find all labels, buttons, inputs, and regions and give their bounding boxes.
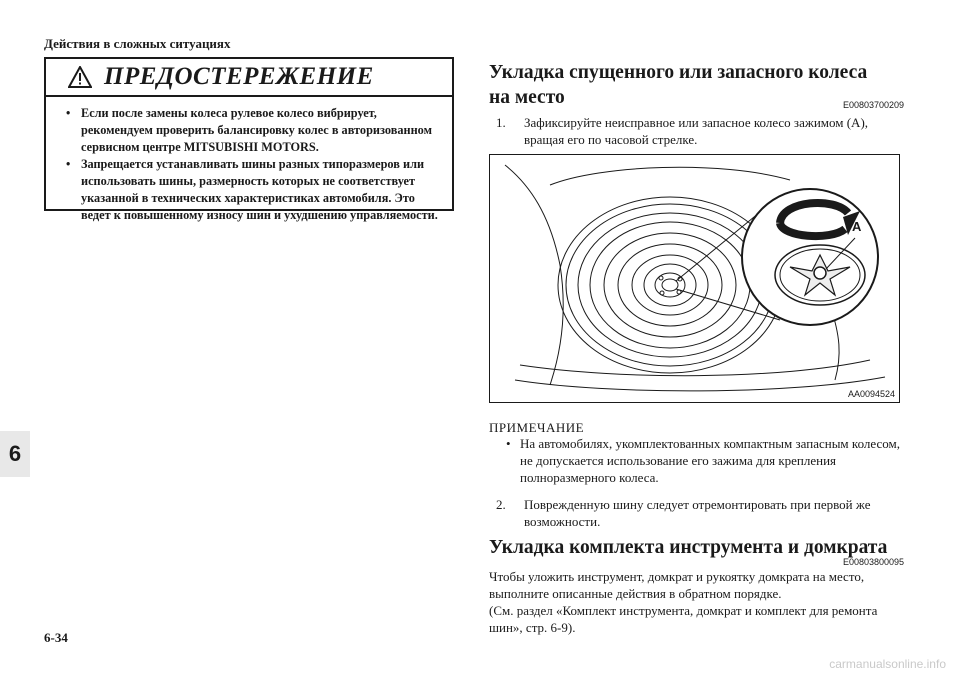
section2-para2: (См. раздел «Комплект инструмента, домкрат и комплект для ремонта шин», стр. 6-9). xyxy=(489,603,878,635)
warning-triangle-icon xyxy=(68,66,92,88)
spare-wheel-figure xyxy=(489,154,900,403)
step-2-text: Поврежденную шину следует отремонтировать при первой же возможности. xyxy=(524,497,871,529)
section2-code: E00803800095 xyxy=(843,557,905,567)
section2-body xyxy=(489,568,909,636)
note-item: • На автомобилях, укомплектованных компактным запасным колесом, не допускается использование его зажима для крепления полноразмерного колеса. xyxy=(506,435,915,486)
chapter-tab-label: 6 xyxy=(8,441,22,466)
note-heading: ПРИМЕЧАНИЕ xyxy=(489,420,585,435)
figure-label-a: A xyxy=(852,219,862,234)
step-1-text: Зафиксируйте неисправное или запасное колесо зажимом (A), вращая его по часовой стрелке. xyxy=(524,115,869,147)
section1-heading-line2: на место xyxy=(489,87,565,108)
warning-item: • Если после замены колеса рулевое колесо вибрирует, рекомендуем проверить балансировку колес в авторизованном сервисном центре MITSUBISHI MOTORS. xyxy=(66,105,442,156)
page-number: 6-34 xyxy=(44,630,68,645)
section-header: Действия в сложных ситуациях xyxy=(44,36,231,51)
section2-heading: Укладка комплекта инструмента и домкрата xyxy=(489,537,888,558)
spare-wheel-illustration xyxy=(490,155,900,403)
warning-item: • Запрещается устанавливать шины разных типоразмеров или использовать шины, размерность которых не соответствует указанной в технических характеристиках автомобиля. Это ведет к повышенному износу шин и ухудшению управляемости. xyxy=(66,156,442,224)
section1-code: E00803700209 xyxy=(843,100,905,110)
chapter-tab xyxy=(0,431,30,477)
step-1-number: 1. xyxy=(496,115,506,130)
figure-id: AA0094524 xyxy=(847,389,895,399)
step-2-number: 2. xyxy=(496,497,506,512)
warning-list xyxy=(46,97,452,224)
warning-header xyxy=(46,59,452,97)
warning-box xyxy=(44,57,454,222)
warning-title: ПРЕДОСТЕРЕЖЕНИЕ xyxy=(104,63,374,90)
section2-para1: Чтобы уложить инструмент, домкрат и рукоятку домкрата на место, выполните описанные действия в обратном порядке. xyxy=(489,569,865,601)
section1-heading-line1: Укладка спущенного или запасного колеса xyxy=(489,62,868,83)
step-2 xyxy=(496,496,906,530)
watermark: carmanualsonline.info xyxy=(829,657,946,671)
step-1 xyxy=(496,114,906,148)
